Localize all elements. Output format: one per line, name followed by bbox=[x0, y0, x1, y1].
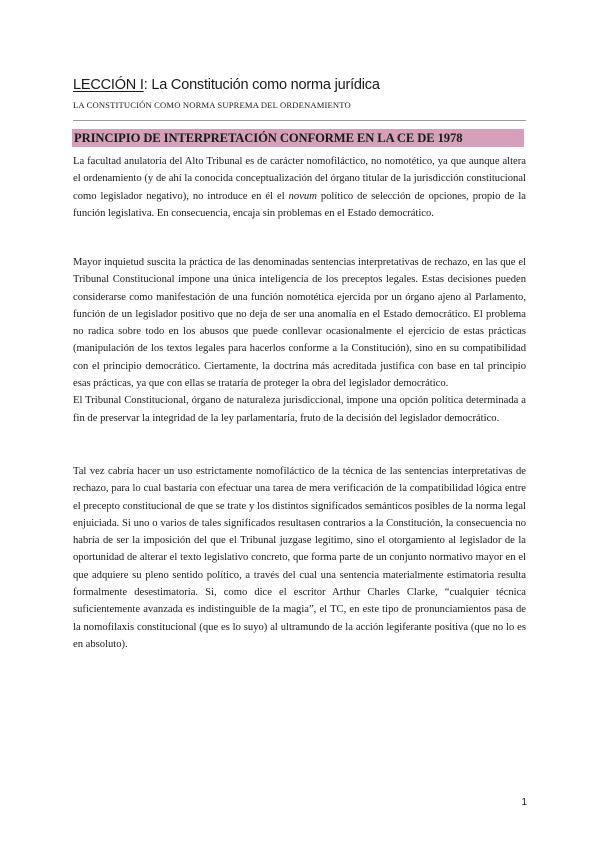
document-title bbox=[73, 76, 533, 94]
document-subtitle: LA CONSTITUCIÓN COMO NORMA SUPREMA DEL ORDENAMIENTO bbox=[73, 100, 351, 110]
paragraph-1-text-a: La facultad anulatoria del Alto Tribunal es de carácter nomofiláctico, no nomotético, ya que aunque altera el ordenamiento (y de ahí la conocida conceptualización del órgano titular de la jurisdicción constitucional como legislador negativo), no introduce en él el bbox=[73, 156, 526, 202]
paragraph-3: El Tribunal Constitucional, órgano de naturaleza jurisdiccional, impone una opción política determinada a fin de preservar la integridad de la ley parlamentaria, fruto de la decisión del legislador democrático. bbox=[73, 395, 526, 424]
lesson-title: : La Constitución como norma jurídica bbox=[143, 77, 380, 93]
paragraph-1-italic-term: novum bbox=[288, 190, 317, 202]
paragraph-1 bbox=[73, 153, 526, 222]
header-divider bbox=[73, 120, 526, 121]
paragraph-4: Tal vez cabría hacer un uso estrictamente nomofiláctico de la técnica de las sentencias interpretativas de rechazo, para lo cual bastaría con efectuar una tarea de mera verificación de la compatibilidad lógica entre el precepto constitucional de que se trate y los distintos significados semánticos posibles de la norma legal enjuiciada. Si uno o varios de tales significados resultasen contrarios a la Constitución, la consecuencia no habría de ser la imposición del que el Tribunal juzgase legítimo, sino el otorgamiento al legislador de la oportunidad de alterar el texto legislativo concreto, que forma parte de un conjunto normativo mayor en el que adquiere su pleno sentido político, a través del cual una sentencia materialmente estimatoria resulta formalmente desestimatoria. Si, como dice el escritor Arthur Charles Clarke, “cualquier técnica suficientemente avanzada es indistinguible de la magia”, el TC, en este tipo de pronunciamientos pasa de la nomofilaxis constitucional (que es lo suyo) al ultramundo de la acción legiferante positiva (que no lo es en absoluto). bbox=[73, 466, 526, 650]
paragraph-1-text-b: político de selección de opciones, propio de la función legislativa. En consecuencia, encaja sin problemas en el Estado democrático. bbox=[73, 190, 526, 219]
section-heading: PRINCIPIO DE INTERPRETACIÓN CONFORME EN LA CE DE 1978 bbox=[72, 129, 524, 147]
paragraph-2: Mayor inquietud suscita la práctica de las denominadas sentencias interpretativas de rechazo, en las que el Tribunal Constitucional impone una única inteligencia de los preceptos legales. Estas decisiones pueden considerarse como manifestación de una función nomotética ejercida por un órgano ajeno al Parlamento, función de un legislador positivo que no deja de ser una anomalía en el Estado democrático. El problema no radica sobre todo en los abusos que puede conllevar ocasionalmente el ejercicio de estas prácticas (manipulación de los textos legales para hacerlos conforme a la Constitución), sino en su compatibilidad con el principio democrático. Ciertamente, la doctrina más acreditada justifica con base en tal principio esas prácticas, ya que con ellas se trataría de proteger la obra del legislador democrático. bbox=[73, 257, 526, 390]
page-number: 1 bbox=[521, 797, 527, 808]
lesson-label: LECCIÓN I bbox=[73, 77, 144, 93]
paragraph-2-block bbox=[73, 254, 526, 427]
